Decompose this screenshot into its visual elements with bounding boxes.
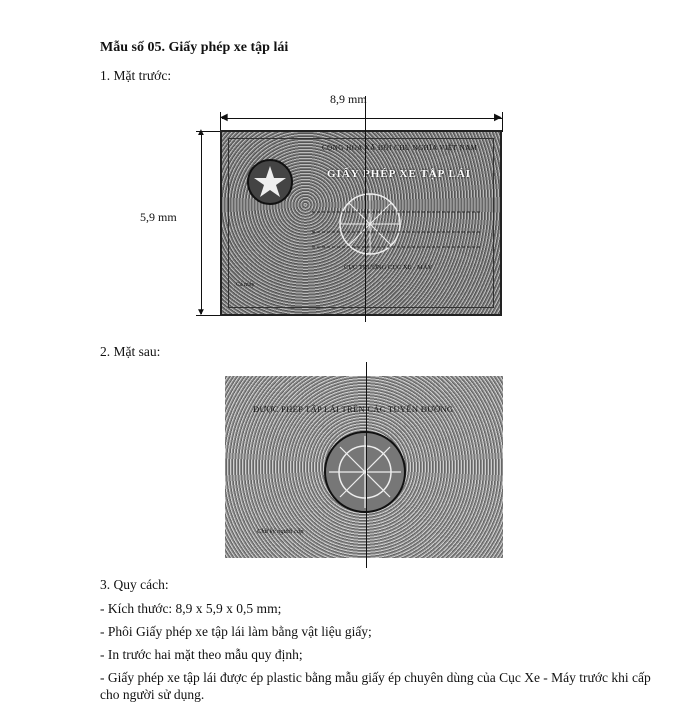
front-center-line	[365, 96, 366, 322]
arrow-down-icon: ▼	[196, 307, 206, 318]
license-front-image	[220, 130, 502, 316]
front-emblem-graphics	[222, 132, 502, 316]
front-heading-text: CỘNG HÒA XÃ HỘI CHỦ NGHĨA VIỆT NAM	[322, 144, 478, 152]
spec-section-label: 3. Quy cách:	[100, 577, 169, 592]
arrow-right-icon: ▶	[494, 112, 502, 123]
back-permit-text: ĐƯỢC PHÉP TẬP LÁI TRÊN CÁC TUYẾN ĐƯỜNG	[253, 404, 454, 414]
width-ext-left	[220, 112, 221, 132]
spec-line-print: - In trước hai mặt theo mẫu quy định;	[100, 647, 303, 662]
spec-line-size: - Kích thước: 8,9 x 5,9 x 0,5 mm;	[100, 601, 282, 616]
width-dimension-line	[222, 118, 502, 119]
back-section-label: 2. Mặt sau:	[100, 344, 161, 359]
arrow-left-icon: ◀	[220, 112, 228, 123]
height-ext-bottom	[196, 315, 222, 316]
front-section-label: 1. Mặt trước:	[100, 68, 172, 83]
back-sign-text: Chữ ký người cấp	[257, 528, 304, 535]
front-title-text: GIẤY PHÉP XE TẬP LÁI	[327, 168, 472, 180]
document-title: Mẫu số 05. Giấy phép xe tập lái	[100, 40, 289, 55]
front-agency-text: CỤC TRƯỞNG CỤC XE - MÁY	[344, 264, 433, 271]
front-sunburst-icon	[340, 194, 400, 254]
license-back-image	[225, 376, 503, 558]
front-code-text: Cá máy	[236, 282, 255, 288]
height-dimension-line	[201, 134, 202, 314]
back-center-line	[366, 362, 367, 568]
arrow-up-icon: ▲	[196, 127, 206, 138]
width-dimension-label: 8,9 mm	[330, 92, 367, 106]
spec-line-material: - Phôi Giấy phép xe tập lái làm bằng vật liệu giấy;	[100, 624, 372, 639]
height-ext-top	[196, 131, 222, 132]
width-ext-right	[502, 112, 503, 132]
height-dimension-label: 5,9 mm	[140, 210, 177, 224]
spec-line-lamination: - Giấy phép xe tập lái được ép plastic bằng mẫu giấy ép chuyên dùng của Cục Xe - Máy trước khi cấp cho người sử dụng.	[100, 670, 651, 702]
